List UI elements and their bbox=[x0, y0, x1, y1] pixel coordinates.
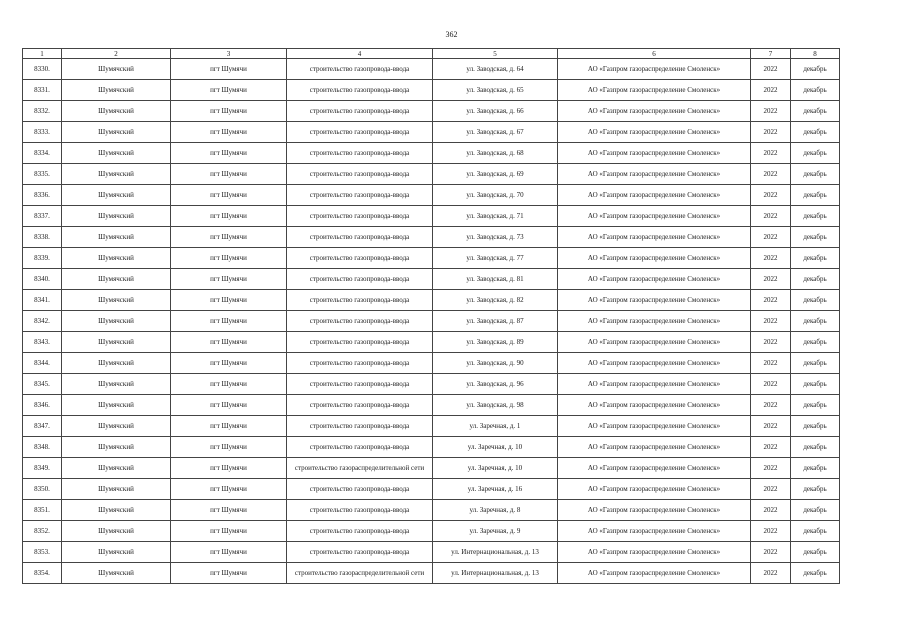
table-row bbox=[23, 143, 840, 164]
organization-cell: АО «Газпром газораспределение Смоленск» bbox=[558, 164, 751, 185]
month-cell: декабрь bbox=[791, 80, 840, 101]
work-type-cell: строительство газопровода-ввода bbox=[287, 353, 433, 374]
work-type-cell: строительство газопровода-ввода bbox=[287, 101, 433, 122]
settlement-cell: пгт Шумячи bbox=[171, 479, 287, 500]
table-row bbox=[23, 185, 840, 206]
address-cell: ул. Заречная, д. 1 bbox=[433, 416, 558, 437]
row-number-cell: 8338. bbox=[23, 227, 62, 248]
table-row bbox=[23, 395, 840, 416]
work-type-cell: строительство газопровода-ввода bbox=[287, 500, 433, 521]
work-type-cell: строительство газопровода-ввода bbox=[287, 542, 433, 563]
district-cell: Шумячский bbox=[62, 185, 171, 206]
year-cell: 2022 bbox=[751, 563, 791, 584]
address-cell: ул. Заводская, д. 81 bbox=[433, 269, 558, 290]
year-cell: 2022 bbox=[751, 164, 791, 185]
row-number-cell: 8349. bbox=[23, 458, 62, 479]
organization-cell: АО «Газпром газораспределение Смоленск» bbox=[558, 227, 751, 248]
district-cell: Шумячский bbox=[62, 311, 171, 332]
settlement-cell: пгт Шумячи bbox=[171, 122, 287, 143]
row-number-cell: 8342. bbox=[23, 311, 62, 332]
month-cell: декабрь bbox=[791, 164, 840, 185]
table-row bbox=[23, 311, 840, 332]
address-cell: ул. Заводская, д. 64 bbox=[433, 59, 558, 80]
organization-cell: АО «Газпром газораспределение Смоленск» bbox=[558, 290, 751, 311]
row-number-cell: 8348. bbox=[23, 437, 62, 458]
district-cell: Шумячский bbox=[62, 164, 171, 185]
column-number-header: 3 bbox=[171, 49, 287, 59]
address-cell: ул. Заводская, д. 89 bbox=[433, 332, 558, 353]
district-cell: Шумячский bbox=[62, 437, 171, 458]
work-type-cell: строительство газопровода-ввода bbox=[287, 374, 433, 395]
year-cell: 2022 bbox=[751, 101, 791, 122]
address-cell: ул. Заречная, д. 16 bbox=[433, 479, 558, 500]
organization-cell: АО «Газпром газораспределение Смоленск» bbox=[558, 185, 751, 206]
settlement-cell: пгт Шумячи bbox=[171, 332, 287, 353]
year-cell: 2022 bbox=[751, 311, 791, 332]
table-row bbox=[23, 479, 840, 500]
row-number-cell: 8341. bbox=[23, 290, 62, 311]
settlement-cell: пгт Шумячи bbox=[171, 248, 287, 269]
organization-cell: АО «Газпром газораспределение Смоленск» bbox=[558, 311, 751, 332]
settlement-cell: пгт Шумячи bbox=[171, 101, 287, 122]
organization-cell: АО «Газпром газораспределение Смоленск» bbox=[558, 374, 751, 395]
organization-cell: АО «Газпром газораспределение Смоленск» bbox=[558, 353, 751, 374]
work-type-cell: строительство газопровода-ввода bbox=[287, 80, 433, 101]
row-number-cell: 8354. bbox=[23, 563, 62, 584]
settlement-cell: пгт Шумячи bbox=[171, 416, 287, 437]
table-row bbox=[23, 353, 840, 374]
year-cell: 2022 bbox=[751, 542, 791, 563]
address-cell: ул. Заводская, д. 73 bbox=[433, 227, 558, 248]
row-number-cell: 8339. bbox=[23, 248, 62, 269]
month-cell: декабрь bbox=[791, 290, 840, 311]
month-cell: декабрь bbox=[791, 458, 840, 479]
settlement-cell: пгт Шумячи bbox=[171, 143, 287, 164]
year-cell: 2022 bbox=[751, 269, 791, 290]
page-number: 362 bbox=[445, 30, 458, 39]
organization-cell: АО «Газпром газораспределение Смоленск» bbox=[558, 59, 751, 80]
work-type-cell: строительство газораспределительной сети bbox=[287, 563, 433, 584]
month-cell: декабрь bbox=[791, 332, 840, 353]
row-number-cell: 8340. bbox=[23, 269, 62, 290]
settlement-cell: пгт Шумячи bbox=[171, 374, 287, 395]
settlement-cell: пгт Шумячи bbox=[171, 542, 287, 563]
row-number-cell: 8334. bbox=[23, 143, 62, 164]
district-cell: Шумячский bbox=[62, 122, 171, 143]
month-cell: декабрь bbox=[791, 563, 840, 584]
year-cell: 2022 bbox=[751, 227, 791, 248]
month-cell: декабрь bbox=[791, 227, 840, 248]
work-type-cell: строительство газопровода-ввода bbox=[287, 395, 433, 416]
address-cell: ул. Заречная, д. 10 bbox=[433, 437, 558, 458]
district-cell: Шумячский bbox=[62, 143, 171, 164]
year-cell: 2022 bbox=[751, 185, 791, 206]
year-cell: 2022 bbox=[751, 59, 791, 80]
table-row bbox=[23, 122, 840, 143]
row-number-cell: 8330. bbox=[23, 59, 62, 80]
work-type-cell: строительство газопровода-ввода bbox=[287, 437, 433, 458]
month-cell: декабрь bbox=[791, 521, 840, 542]
work-type-cell: строительство газопровода-ввода bbox=[287, 206, 433, 227]
address-cell: ул. Интернациональная, д. 13 bbox=[433, 542, 558, 563]
table-row bbox=[23, 437, 840, 458]
month-cell: декабрь bbox=[791, 59, 840, 80]
address-cell: ул. Заводская, д. 90 bbox=[433, 353, 558, 374]
address-cell: ул. Заводская, д. 66 bbox=[433, 101, 558, 122]
table-row bbox=[23, 101, 840, 122]
row-number-cell: 8353. bbox=[23, 542, 62, 563]
organization-cell: АО «Газпром газораспределение Смоленск» bbox=[558, 542, 751, 563]
address-cell: ул. Заводская, д. 67 bbox=[433, 122, 558, 143]
organization-cell: АО «Газпром газораспределение Смоленск» bbox=[558, 395, 751, 416]
column-number-header: 1 bbox=[23, 49, 62, 59]
row-number-cell: 8351. bbox=[23, 500, 62, 521]
district-cell: Шумячский bbox=[62, 59, 171, 80]
column-number-header: 8 bbox=[791, 49, 840, 59]
settlement-cell: пгт Шумячи bbox=[171, 437, 287, 458]
settlement-cell: пгт Шумячи bbox=[171, 80, 287, 101]
organization-cell: АО «Газпром газораспределение Смоленск» bbox=[558, 563, 751, 584]
settlement-cell: пгт Шумячи bbox=[171, 206, 287, 227]
year-cell: 2022 bbox=[751, 437, 791, 458]
work-type-cell: строительство газопровода-ввода bbox=[287, 185, 433, 206]
table-row bbox=[23, 227, 840, 248]
work-type-cell: строительство газопровода-ввода bbox=[287, 332, 433, 353]
month-cell: декабрь bbox=[791, 353, 840, 374]
year-cell: 2022 bbox=[751, 458, 791, 479]
row-number-cell: 8344. bbox=[23, 353, 62, 374]
work-type-cell: строительство газопровода-ввода bbox=[287, 290, 433, 311]
row-number-cell: 8345. bbox=[23, 374, 62, 395]
address-cell: ул. Заводская, д. 68 bbox=[433, 143, 558, 164]
work-type-cell: строительство газораспределительной сети bbox=[287, 458, 433, 479]
year-cell: 2022 bbox=[751, 353, 791, 374]
district-cell: Шумячский bbox=[62, 290, 171, 311]
row-number-cell: 8331. bbox=[23, 80, 62, 101]
work-type-cell: строительство газопровода-ввода bbox=[287, 164, 433, 185]
column-number-row bbox=[23, 49, 840, 59]
year-cell: 2022 bbox=[751, 500, 791, 521]
organization-cell: АО «Газпром газораспределение Смоленск» bbox=[558, 332, 751, 353]
year-cell: 2022 bbox=[751, 80, 791, 101]
district-cell: Шумячский bbox=[62, 395, 171, 416]
settlement-cell: пгт Шумячи bbox=[171, 500, 287, 521]
row-number-cell: 8347. bbox=[23, 416, 62, 437]
table-row bbox=[23, 164, 840, 185]
year-cell: 2022 bbox=[751, 479, 791, 500]
register-table bbox=[22, 48, 840, 584]
settlement-cell: пгт Шумячи bbox=[171, 563, 287, 584]
row-number-cell: 8335. bbox=[23, 164, 62, 185]
work-type-cell: строительство газопровода-ввода bbox=[287, 227, 433, 248]
column-number-header: 6 bbox=[558, 49, 751, 59]
work-type-cell: строительство газопровода-ввода bbox=[287, 143, 433, 164]
column-number-header: 7 bbox=[751, 49, 791, 59]
work-type-cell: строительство газопровода-ввода bbox=[287, 521, 433, 542]
month-cell: декабрь bbox=[791, 101, 840, 122]
work-type-cell: строительство газопровода-ввода bbox=[287, 479, 433, 500]
district-cell: Шумячский bbox=[62, 248, 171, 269]
table-row bbox=[23, 563, 840, 584]
organization-cell: АО «Газпром газораспределение Смоленск» bbox=[558, 248, 751, 269]
month-cell: декабрь bbox=[791, 437, 840, 458]
year-cell: 2022 bbox=[751, 290, 791, 311]
settlement-cell: пгт Шумячи bbox=[171, 290, 287, 311]
address-cell: ул. Заводская, д. 69 bbox=[433, 164, 558, 185]
work-type-cell: строительство газопровода-ввода bbox=[287, 248, 433, 269]
month-cell: декабрь bbox=[791, 542, 840, 563]
address-cell: ул. Заводская, д. 70 bbox=[433, 185, 558, 206]
district-cell: Шумячский bbox=[62, 101, 171, 122]
organization-cell: АО «Газпром газораспределение Смоленск» bbox=[558, 269, 751, 290]
settlement-cell: пгт Шумячи bbox=[171, 59, 287, 80]
column-number-header: 4 bbox=[287, 49, 433, 59]
table-row bbox=[23, 248, 840, 269]
district-cell: Шумячский bbox=[62, 80, 171, 101]
month-cell: декабрь bbox=[791, 269, 840, 290]
district-cell: Шумячский bbox=[62, 332, 171, 353]
column-number-header: 2 bbox=[62, 49, 171, 59]
address-cell: ул. Заводская, д. 82 bbox=[433, 290, 558, 311]
district-cell: Шумячский bbox=[62, 227, 171, 248]
table-body bbox=[23, 59, 840, 584]
year-cell: 2022 bbox=[751, 332, 791, 353]
month-cell: декабрь bbox=[791, 206, 840, 227]
address-cell: ул. Заводская, д. 87 bbox=[433, 311, 558, 332]
address-cell: ул. Заводская, д. 65 bbox=[433, 80, 558, 101]
month-cell: декабрь bbox=[791, 416, 840, 437]
month-cell: декабрь bbox=[791, 185, 840, 206]
table-row bbox=[23, 59, 840, 80]
row-number-cell: 8350. bbox=[23, 479, 62, 500]
work-type-cell: строительство газопровода-ввода bbox=[287, 311, 433, 332]
address-cell: ул. Заречная, д. 8 bbox=[433, 500, 558, 521]
settlement-cell: пгт Шумячи bbox=[171, 227, 287, 248]
organization-cell: АО «Газпром газораспределение Смоленск» bbox=[558, 437, 751, 458]
year-cell: 2022 bbox=[751, 122, 791, 143]
address-cell: ул. Интернациональная, д. 13 bbox=[433, 563, 558, 584]
row-number-cell: 8336. bbox=[23, 185, 62, 206]
year-cell: 2022 bbox=[751, 374, 791, 395]
organization-cell: АО «Газпром газораспределение Смоленск» bbox=[558, 206, 751, 227]
year-cell: 2022 bbox=[751, 416, 791, 437]
settlement-cell: пгт Шумячи bbox=[171, 164, 287, 185]
organization-cell: АО «Газпром газораспределение Смоленск» bbox=[558, 500, 751, 521]
month-cell: декабрь bbox=[791, 122, 840, 143]
table-row bbox=[23, 458, 840, 479]
row-number-cell: 8333. bbox=[23, 122, 62, 143]
organization-cell: АО «Газпром газораспределение Смоленск» bbox=[558, 479, 751, 500]
district-cell: Шумячский bbox=[62, 353, 171, 374]
month-cell: декабрь bbox=[791, 479, 840, 500]
address-cell: ул. Заречная, д. 10 bbox=[433, 458, 558, 479]
year-cell: 2022 bbox=[751, 395, 791, 416]
month-cell: декабрь bbox=[791, 311, 840, 332]
month-cell: декабрь bbox=[791, 500, 840, 521]
month-cell: декабрь bbox=[791, 143, 840, 164]
district-cell: Шумячский bbox=[62, 458, 171, 479]
row-number-cell: 8343. bbox=[23, 332, 62, 353]
table-row bbox=[23, 542, 840, 563]
settlement-cell: пгт Шумячи bbox=[171, 353, 287, 374]
table-row bbox=[23, 374, 840, 395]
settlement-cell: пгт Шумячи bbox=[171, 185, 287, 206]
table-row bbox=[23, 500, 840, 521]
district-cell: Шумячский bbox=[62, 521, 171, 542]
organization-cell: АО «Газпром газораспределение Смоленск» bbox=[558, 458, 751, 479]
work-type-cell: строительство газопровода-ввода bbox=[287, 416, 433, 437]
table-row bbox=[23, 521, 840, 542]
settlement-cell: пгт Шумячи bbox=[171, 269, 287, 290]
address-cell: ул. Заводская, д. 71 bbox=[433, 206, 558, 227]
organization-cell: АО «Газпром газораспределение Смоленск» bbox=[558, 101, 751, 122]
year-cell: 2022 bbox=[751, 521, 791, 542]
organization-cell: АО «Газпром газораспределение Смоленск» bbox=[558, 416, 751, 437]
address-cell: ул. Заводская, д. 77 bbox=[433, 248, 558, 269]
row-number-cell: 8352. bbox=[23, 521, 62, 542]
district-cell: Шумячский bbox=[62, 479, 171, 500]
table-row bbox=[23, 416, 840, 437]
column-number-header: 5 bbox=[433, 49, 558, 59]
row-number-cell: 8332. bbox=[23, 101, 62, 122]
district-cell: Шумячский bbox=[62, 416, 171, 437]
settlement-cell: пгт Шумячи bbox=[171, 521, 287, 542]
table-row bbox=[23, 290, 840, 311]
organization-cell: АО «Газпром газораспределение Смоленск» bbox=[558, 143, 751, 164]
settlement-cell: пгт Шумячи bbox=[171, 395, 287, 416]
organization-cell: АО «Газпром газораспределение Смоленск» bbox=[558, 521, 751, 542]
year-cell: 2022 bbox=[751, 206, 791, 227]
month-cell: декабрь bbox=[791, 248, 840, 269]
table-row bbox=[23, 206, 840, 227]
settlement-cell: пгт Шумячи bbox=[171, 458, 287, 479]
district-cell: Шумячский bbox=[62, 500, 171, 521]
district-cell: Шумячский bbox=[62, 206, 171, 227]
row-number-cell: 8337. bbox=[23, 206, 62, 227]
district-cell: Шумячский bbox=[62, 563, 171, 584]
organization-cell: АО «Газпром газораспределение Смоленск» bbox=[558, 80, 751, 101]
district-cell: Шумячский bbox=[62, 269, 171, 290]
table-row bbox=[23, 269, 840, 290]
month-cell: декабрь bbox=[791, 374, 840, 395]
district-cell: Шумячский bbox=[62, 374, 171, 395]
district-cell: Шумячский bbox=[62, 542, 171, 563]
year-cell: 2022 bbox=[751, 248, 791, 269]
work-type-cell: строительство газопровода-ввода bbox=[287, 122, 433, 143]
settlement-cell: пгт Шумячи bbox=[171, 311, 287, 332]
work-type-cell: строительство газопровода-ввода bbox=[287, 269, 433, 290]
organization-cell: АО «Газпром газораспределение Смоленск» bbox=[558, 122, 751, 143]
address-cell: ул. Заречная, д. 9 bbox=[433, 521, 558, 542]
address-cell: ул. Заводская, д. 98 bbox=[433, 395, 558, 416]
work-type-cell: строительство газопровода-ввода bbox=[287, 59, 433, 80]
table-row bbox=[23, 332, 840, 353]
month-cell: декабрь bbox=[791, 395, 840, 416]
row-number-cell: 8346. bbox=[23, 395, 62, 416]
table-row bbox=[23, 80, 840, 101]
year-cell: 2022 bbox=[751, 143, 791, 164]
address-cell: ул. Заводская, д. 96 bbox=[433, 374, 558, 395]
